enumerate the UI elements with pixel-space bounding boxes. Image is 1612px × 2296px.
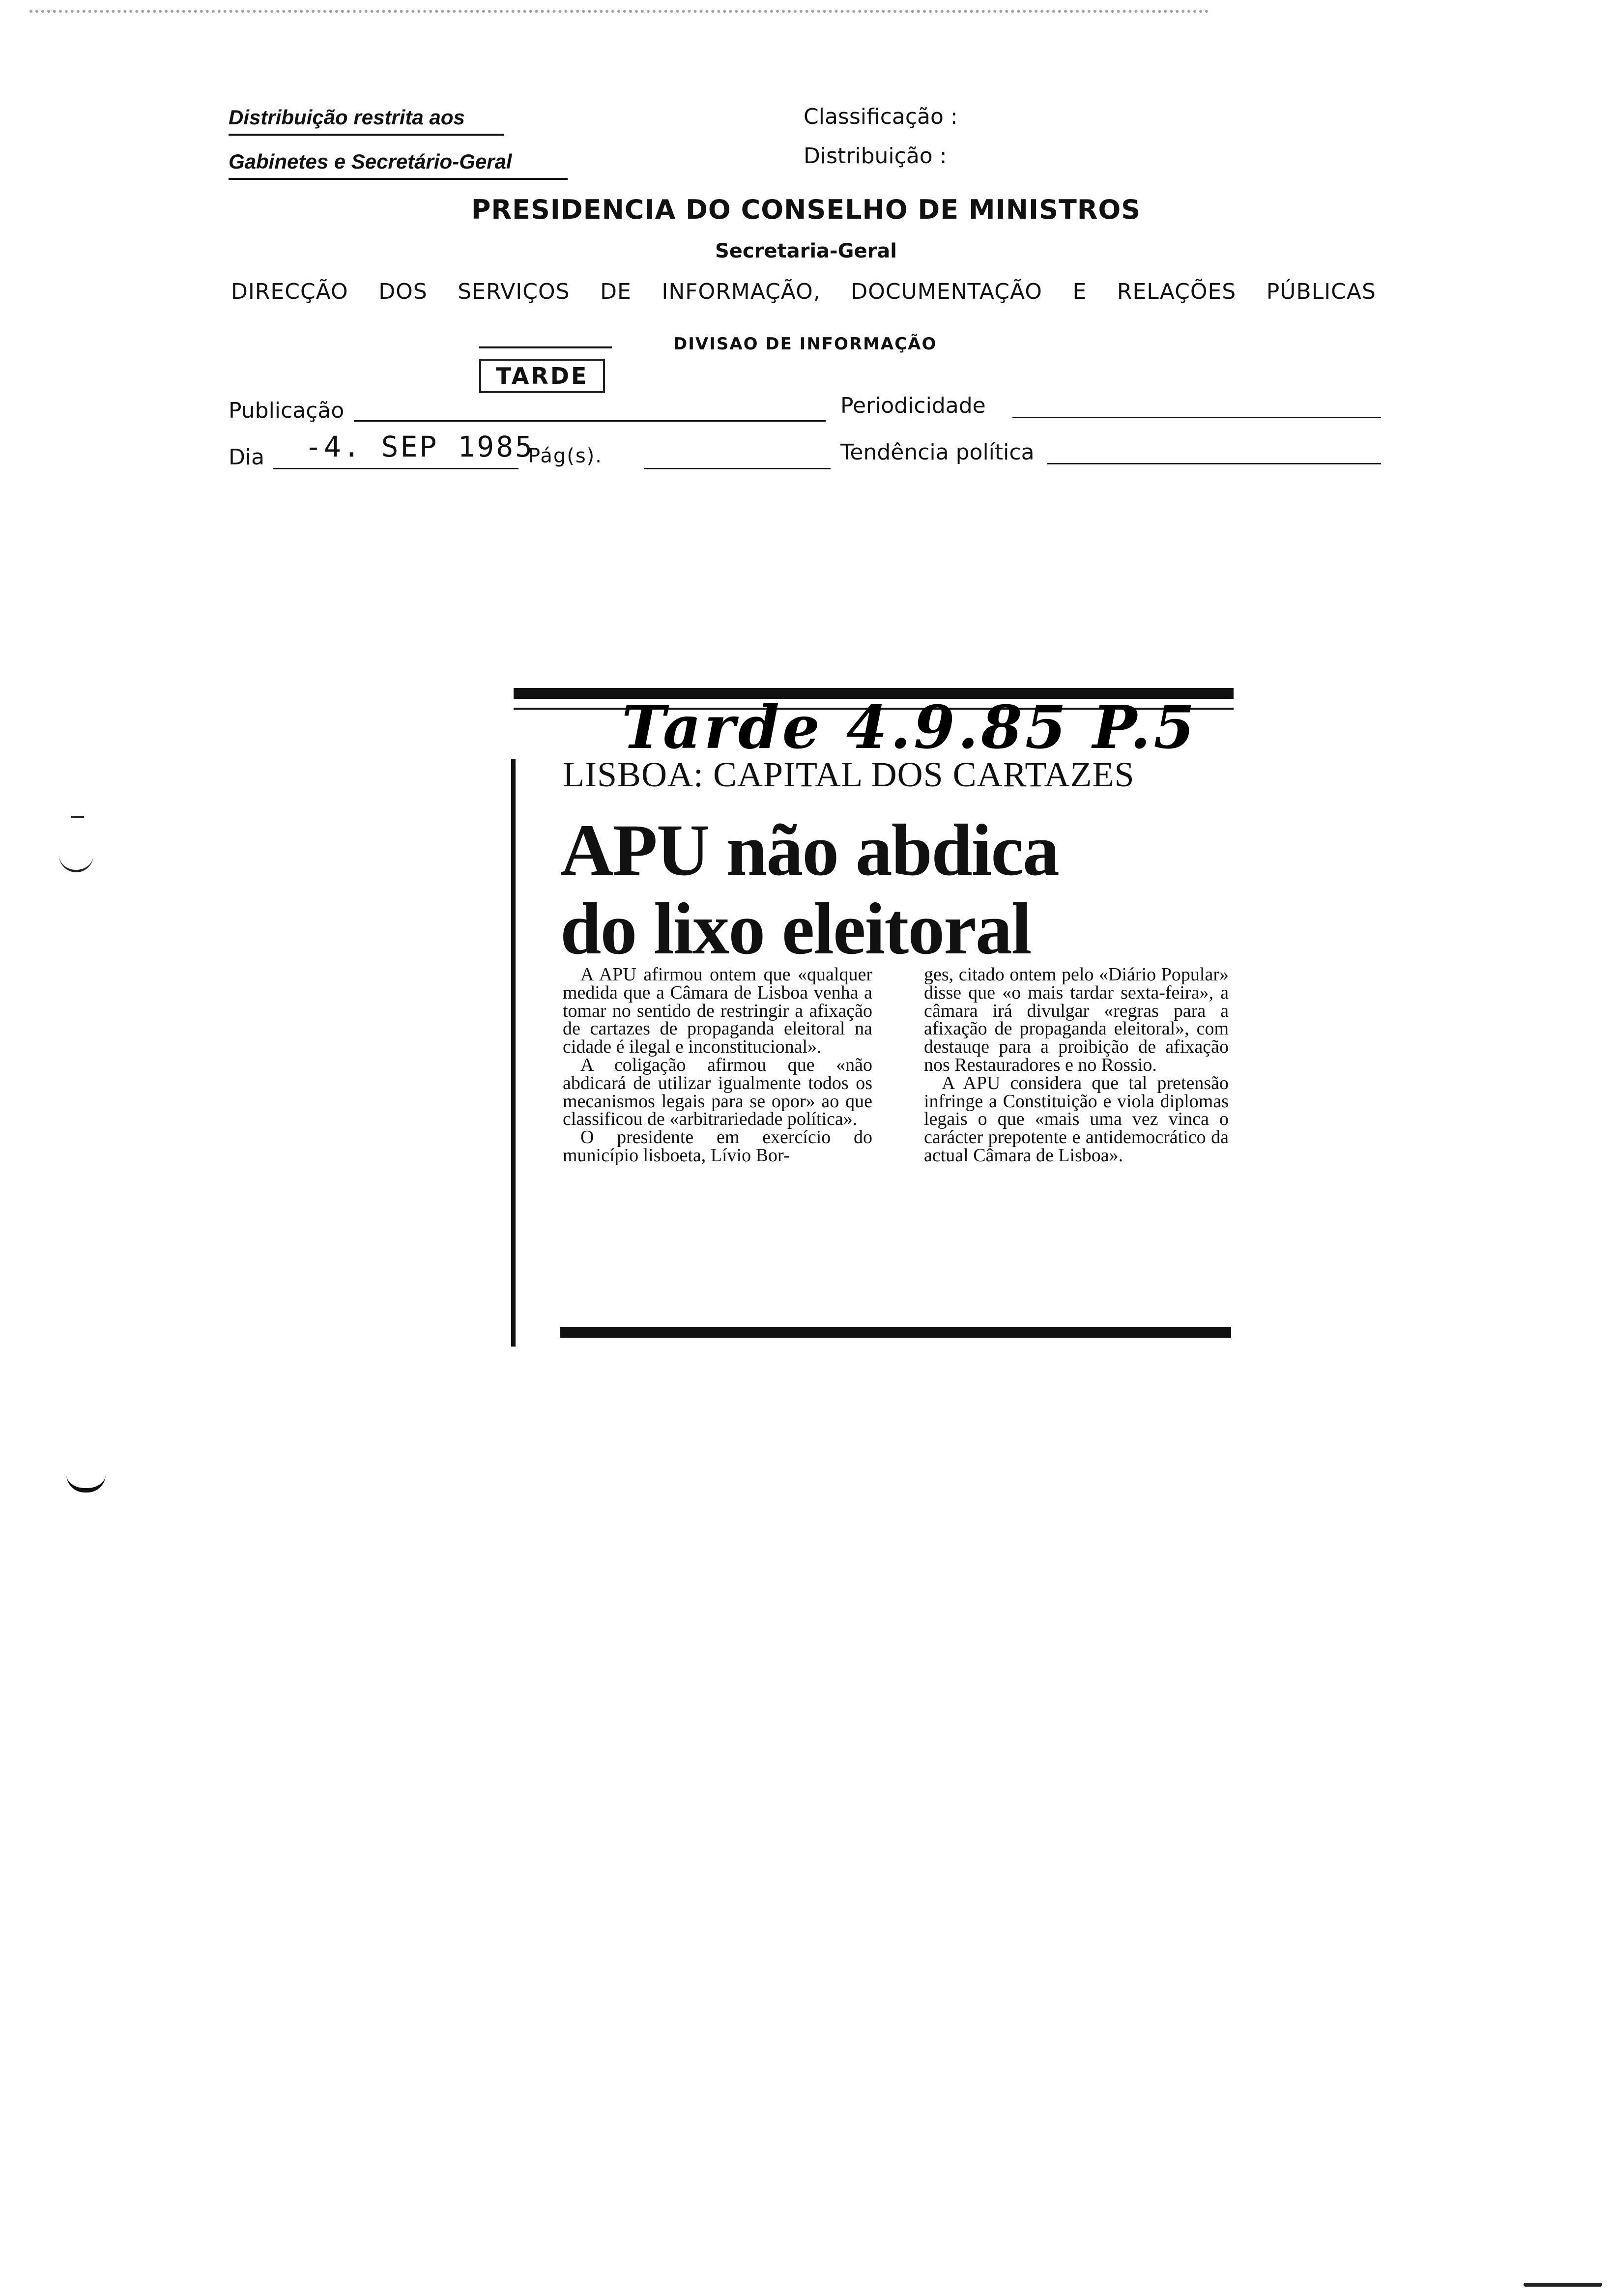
restricted-line-1: Distribuição restrita aos (229, 106, 465, 129)
dia-field-line (273, 468, 518, 469)
secretariat-subtitle: Secretaria-Geral (715, 240, 897, 262)
tendencia-field-line (1047, 463, 1381, 464)
dia-label: Dia (229, 445, 265, 470)
article-kicker: LISBOA: CAPITAL DOS CARTAZES (563, 755, 1135, 794)
stamp-top-rule (479, 346, 612, 348)
headline-line-2: do lixo eleitoral (560, 888, 1031, 970)
directorate-word: INFORMAÇÃO, (662, 279, 821, 304)
article-paragraph: ges, citado ontem pelo «Diário Popular» disse que «o mais tardar sexta-feira», a câmara irá divulgar «regras para a afixação de propaganda eleitoral», com destauqe para a proibição de afixação nos Restauradores e no Rossio. (924, 964, 1229, 1075)
publicacao-field-line (354, 420, 826, 422)
periodicidade-field-line (1012, 417, 1381, 418)
scan-mark (59, 850, 93, 872)
directorate-word: DE (600, 279, 632, 304)
directorate-word: E (1072, 279, 1087, 304)
publication-stamp: TARDE (479, 359, 605, 393)
article-paragraph: A APU considera que tal pretensão infringe a Constituição e viola diplomas legais o que «mais uma vez vinca o carácter prepotente e antidemocrático da actual Câmara de Lisboa». (924, 1072, 1229, 1166)
underline-2 (229, 178, 568, 180)
underline-1 (229, 134, 504, 136)
article-paragraph: O presidente em exercício do município lisboeta, Lívio Bor- (563, 1127, 872, 1166)
scan-mark (71, 816, 84, 818)
restricted-line-2: Gabinetes e Secretário-Geral (229, 150, 512, 173)
directorate-word: PÚBLICAS (1266, 279, 1376, 304)
directorate-word: DIRECÇÃO (231, 279, 348, 304)
handwritten-note: Tarde 4.9.85 P.5 (622, 693, 1198, 762)
directorate-word: SERVIÇOS (458, 279, 570, 304)
periodicidade-label: Periodicidade (840, 393, 986, 418)
scan-mark (66, 1474, 106, 1492)
pags-field-line (644, 468, 831, 469)
division-label: DIVISAO DE INFORMAÇÃO (673, 334, 937, 354)
article-paragraph: A coligação afirmou que «não abdicará de utilizar igualmente todos os mecanismos legais para se opor» ao que classificou de «arbitrariedade política». (563, 1054, 872, 1130)
pags-label: Pág(s). (528, 445, 603, 467)
distribuicao-label: Distribuição : (804, 144, 947, 169)
article-column-2 (924, 966, 1229, 1165)
classificacao-label: Classificação : (804, 104, 958, 129)
directorate-word: DOS (378, 279, 428, 304)
scan-mark (1524, 2283, 1602, 2287)
directorate-word: RELAÇÕES (1117, 279, 1237, 304)
directorate-word: DOCUMENTAÇÃO (851, 279, 1042, 304)
article-column-1 (563, 966, 872, 1165)
clipping-bottom-thick-rule (560, 1327, 1231, 1338)
article-paragraph: A APU afirmou ontem que «qualquer medida que a Câmara de Lisboa venha a tomar no sentido de restringir a afixação de cartazes de propaganda eleitoral na cidade é ilegal e inconstitucional». (563, 964, 872, 1058)
publicacao-label: Publicação (229, 398, 345, 423)
dia-date-stamp: -4. SEP 1985 (305, 430, 535, 463)
scan-edge-noise (29, 0, 1209, 13)
tendencia-label: Tendência política (840, 440, 1035, 465)
headline-line-1: APU não abdica (560, 809, 1059, 891)
institution-title: PRESIDENCIA DO CONSELHO DE MINISTROS (471, 194, 1141, 225)
directorate-line (231, 279, 1376, 304)
clipping-left-rule (511, 759, 516, 1347)
